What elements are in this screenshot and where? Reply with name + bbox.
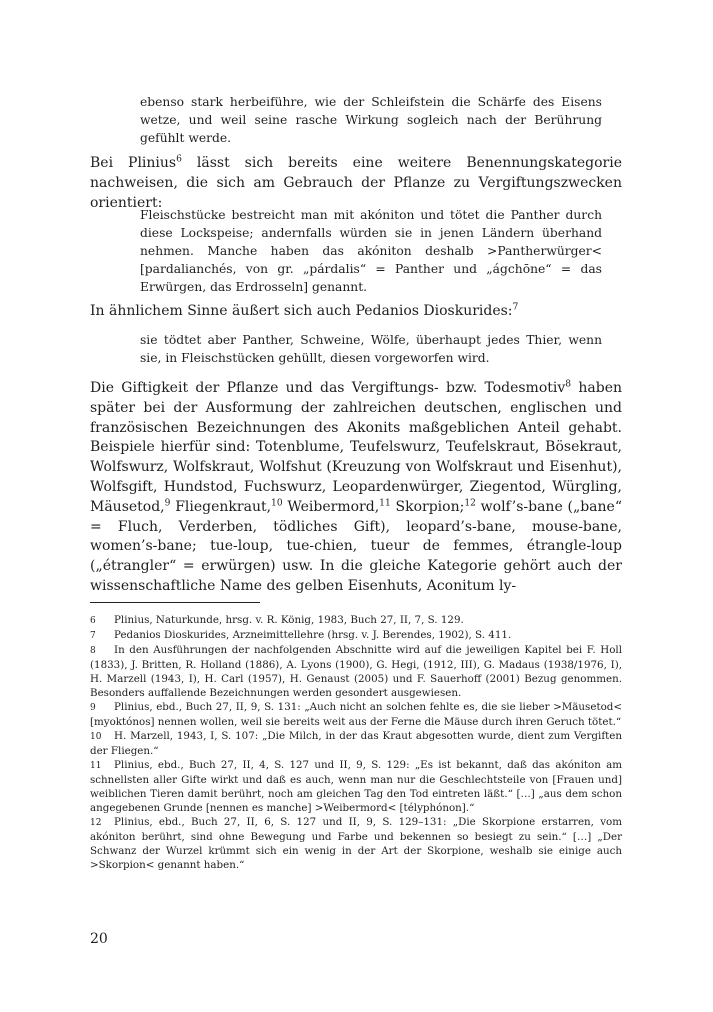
quote-text: Fleischstücke bestreicht man mit akóniton und tötet die Panther durch diese Lockspeise; andernfalls würden sie in jenen Ländern überhand nehmen. Manche haben das akóniton deshalb >Pantherwürger< [pardalianchés, von gr. „párdalis“ = Panther und „ágchōne“ = das Erwürgen, das Erdrosseln] genannt.	[140, 208, 602, 294]
paragraph-2	[90, 302, 622, 322]
footnotes	[90, 613, 622, 872]
paragraph-text: lässt sich bereits eine weitere Benennungskategorie nachweisen, die sich am Gebrauch der Pflanze zu Vergiftungszwecken orientiert:	[90, 155, 622, 211]
footnote-text: Plinius, ebd., Buch 27, II, 6, S. 127 und II, 9, S. 129–131: „Die Skorpione erstarren, vom akóniton berührt, sind ohne Bewegung und Farbe und bekennen so besiegt zu sein.“ […] „Der Schwanz der Wurzel krümmt sich ein wenig in der Art der Skorpione, weshalb sie einige auch >Skorpion< genannt haben.“	[90, 816, 622, 871]
footnote	[90, 758, 622, 815]
footnote-divider	[90, 602, 260, 603]
footnote-text: Plinius, ebd., Buch 27, II, 9, S. 131: „Auch nicht an solchen fehlte es, die sie lieber >Mäusetod< [myoktónos] nennen wollen, weil sie bereits weit aus der Ferne die Mäuse durch ihren Geruch tötet.“	[90, 701, 622, 728]
paragraph-text: Fliegenkraut,	[170, 498, 272, 515]
footnote-text: Plinius, ebd., Buch 27, II, 4, S. 127 und II, 9, S. 129: „Es ist bekannt, daß das akóniton am schnellsten aller Gifte wirkt und daß es auch, wenn man nur die Geschlechtsteile von [Frauen und] weiblichen Tieren damit berührt, noch am gleichen Tag den Tod eintreten läßt.“ […] „aus dem schon angegebenen Grunde [nennen es manche] >Weibermord< [télyphónon].“	[90, 759, 622, 814]
paragraph-3	[90, 379, 622, 597]
footnote-ref[interactable]: 9	[164, 498, 171, 509]
footnote-number: 8	[90, 646, 96, 656]
paragraph-text: haben später bei der Ausformung der zahlreichen deutschen, englischen und französischen Bezeichnungen des Akonits maßgeblichen Anteil gehabt. Beispiele hierfür sind: Totenblume, Teufelswurz, Teufelskraut, Bösekraut, Wolfswurz, Wolfskraut, Wolfshut (Kreuzung von Wolfskraut und Eisenhut), Wolfsgift, Hundstod, Fuchswurz, Leopardenwürger, Ziegentod, Würgling, Mäusetod,	[90, 380, 623, 515]
footnote	[90, 628, 622, 643]
footnote-ref[interactable]: 6	[176, 154, 182, 165]
footnote-number: 11	[90, 761, 102, 771]
footnote-text: Plinius, Naturkunde, hrsg. v. R. König, 1983, Buch 27, II, 7, S. 129.	[114, 614, 464, 626]
quote-text: sie tödtet aber Panther, Schweine, Wölfe, überhaupt jedes Thier, wenn sie, in Fleischstücken gehüllt, diesen vorgeworfen wird.	[140, 333, 602, 365]
footnote-ref[interactable]: 7	[512, 302, 519, 313]
page-number: 20	[90, 931, 108, 947]
footnote-text: In den Ausführungen der nachfolgenden Abschnitte wird auf die jeweiligen Kapitel bei F. Holl (1833), J. Britten, R. Holland (1886), A. Lyons (1900), G. Hegi, (1912, III), G. Madaus (1938/1976, I), H. Marzell (1943, I), H. Carl (1957), H. Genaust (2005) und F. Sauerhoff (2001) Bezug genommen. Besonders auffallende Bezeichnungen werden gesondert ausgewiesen.	[90, 644, 622, 699]
paragraph-text: Bei Plinius	[90, 155, 177, 171]
block-quote-2	[140, 206, 602, 296]
block-quote-3	[140, 331, 602, 367]
paragraph-text: In ähnlichem Sinne äußert sich auch Pedanios Dioskurides:	[90, 303, 513, 319]
footnote-number: 6	[90, 616, 96, 626]
footnote-ref[interactable]: 12	[464, 498, 476, 509]
footnote-number: 7	[90, 631, 96, 641]
quote-text: ebenso stark herbeiführe, wie der Schleifstein die Schärfe des Eisens wetze, und weil seine rasche Wirkung sogleich nach der Berührung gefühlt werde.	[140, 95, 602, 145]
footnote	[90, 729, 622, 758]
footnote-text: Pedanios Dioskurides, Arzneimittellehre (hrsg. v. J. Berendes, 1902), S. 411.	[114, 629, 512, 641]
footnote	[90, 700, 622, 729]
footnote-ref[interactable]: 10	[271, 498, 283, 509]
paragraph-text: Skorpion;	[390, 498, 465, 515]
paragraph-text: Die Giftigkeit der Pflanze und das Vergiftungs- bzw. Todesmotiv	[90, 380, 566, 396]
footnote-ref[interactable]: 8	[565, 379, 572, 390]
footnote	[90, 643, 622, 700]
footnote-number: 10	[90, 732, 102, 742]
footnote	[90, 613, 622, 628]
paragraph-1	[90, 154, 622, 213]
footnote-number: 9	[90, 703, 96, 713]
block-quote-1	[140, 93, 602, 147]
footnote-number: 12	[90, 818, 102, 828]
footnote	[90, 815, 622, 872]
footnote-text: H. Marzell, 1943, I, S. 107: „Die Milch, in der das Kraut abgesotten wurde, dient zum Vergiften der Fliegen.“	[90, 730, 622, 757]
footnote-ref[interactable]: 11	[379, 498, 391, 509]
paragraph-text: wolf’s-bane („bane“ = Fluch, Verderben, tödliches Gift), leopard’s-bane, mouse-bane, women’s-bane; tue-loup, tue-chien, tueur de femmes, étrangle-loup („étrangler“ = erwürgen) usw. In die gleiche Kategorie gehört auch der wissenschaftliche Name des gelben Eisenhuts, Aconitum ly-	[90, 498, 622, 594]
paragraph-text: Weibermord,	[282, 498, 380, 515]
